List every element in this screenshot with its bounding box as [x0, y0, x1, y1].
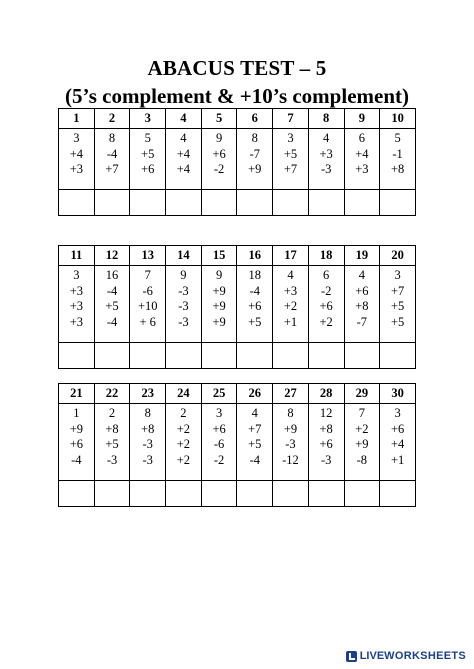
- problem-numbers-cell: [201, 129, 237, 190]
- answer-box[interactable]: [201, 481, 237, 507]
- liveworksheets-footer: [346, 650, 466, 662]
- problem-value: -12: [282, 452, 299, 467]
- problem-value: +3: [319, 146, 333, 161]
- problem-value: -3: [285, 437, 296, 451]
- problem-numbers-cell: [94, 404, 130, 481]
- problem-value: -3: [178, 283, 189, 298]
- page-subtitle: (5’s complement & +10’s complement): [65, 84, 409, 108]
- problem-numbers-cell: [166, 129, 202, 190]
- answer-box[interactable]: [166, 481, 202, 507]
- footer-brand-worksheets: WORKSHEETS: [384, 650, 466, 662]
- problem-value: 2: [108, 406, 116, 420]
- problem-value: -4: [249, 452, 260, 467]
- problem-value: +3: [69, 314, 83, 329]
- problem-number: 15: [201, 246, 237, 266]
- problem-numbers-cell: [237, 266, 273, 343]
- problem-number: 2: [94, 109, 130, 129]
- problem-number: 27: [273, 384, 309, 404]
- problem-value: 4: [287, 268, 294, 282]
- problem-number: 12: [94, 246, 130, 266]
- problem-value: +6: [69, 437, 83, 451]
- answer-box[interactable]: [273, 343, 309, 369]
- problem-value: +2: [319, 314, 333, 329]
- problem-value: 4: [251, 406, 258, 420]
- problem-value: +9: [283, 421, 298, 436]
- problem-numbers-cell: [94, 129, 130, 190]
- problem-number: 8: [308, 109, 344, 129]
- answer-box[interactable]: [166, 190, 202, 216]
- problem-value: +6: [248, 299, 262, 313]
- problem-value: 3: [215, 406, 223, 420]
- problem-numbers-cell: [273, 404, 309, 481]
- problem-value: -8: [356, 452, 368, 467]
- problem-value: +4: [355, 146, 369, 161]
- answer-box[interactable]: [201, 343, 237, 369]
- answer-box[interactable]: [308, 481, 344, 507]
- problem-number: 16: [237, 246, 273, 266]
- problem-number: 3: [130, 109, 166, 129]
- answer-box[interactable]: [130, 343, 166, 369]
- problem-value: -3: [320, 162, 332, 176]
- problem-numbers-cell: [344, 404, 380, 481]
- problem-value: 4: [180, 131, 187, 145]
- answer-box[interactable]: [344, 481, 380, 507]
- problem-value: 6: [358, 131, 365, 145]
- problem-value: 16: [105, 268, 119, 282]
- problem-value: +7: [283, 162, 298, 176]
- problem-numbers-cell: [166, 404, 202, 481]
- problem-value: 6: [323, 268, 330, 282]
- problem-value: +4: [176, 162, 191, 176]
- problem-value: -2: [213, 452, 225, 467]
- problem-value: +7: [248, 421, 262, 436]
- problem-value: + 6: [139, 314, 156, 329]
- problem-numbers-cell: [344, 266, 380, 343]
- problem-numbers-cell: [380, 129, 416, 190]
- problem-table-2: [58, 245, 416, 369]
- problem-numbers-cell: [308, 404, 344, 481]
- answer-box[interactable]: [308, 190, 344, 216]
- problem-table-3: [58, 383, 416, 507]
- problem-value: +9: [69, 421, 83, 436]
- problem-value: -4: [106, 283, 118, 298]
- problem-value: -2: [213, 162, 225, 176]
- problem-numbers-cell: [237, 129, 273, 190]
- problem-value: +5: [248, 437, 262, 451]
- problem-numbers-cell: [380, 404, 416, 481]
- answer-box[interactable]: [308, 343, 344, 369]
- problem-number: 6: [237, 109, 273, 129]
- answer-box[interactable]: [166, 343, 202, 369]
- problem-numbers-cell: [59, 266, 95, 343]
- problem-value: +9: [212, 314, 226, 329]
- problem-value: +9: [248, 162, 262, 176]
- problem-numbers-cell: [344, 129, 380, 190]
- problem-numbers-cell: [273, 129, 309, 190]
- problem-numbers-cell: [308, 266, 344, 343]
- problem-numbers-cell: [201, 266, 237, 343]
- problem-value: -7: [249, 146, 260, 161]
- answer-box[interactable]: [94, 190, 130, 216]
- problem-value: 5: [394, 131, 401, 145]
- problem-value: -3: [142, 437, 153, 451]
- problem-numbers-cell: [130, 129, 166, 190]
- answer-box[interactable]: [201, 190, 237, 216]
- problem-value: +5: [105, 437, 119, 451]
- problem-value: +5: [105, 299, 119, 313]
- answer-box[interactable]: [59, 343, 95, 369]
- problem-value: +8: [390, 162, 405, 176]
- answer-box[interactable]: [59, 481, 95, 507]
- answer-box[interactable]: [237, 343, 273, 369]
- problem-value: -3: [320, 452, 332, 467]
- problem-numbers-cell: [59, 129, 95, 190]
- problem-number: 11: [59, 246, 95, 266]
- problem-value: -4: [106, 314, 118, 329]
- problem-number: 26: [237, 384, 273, 404]
- problem-numbers-cell: [308, 129, 344, 190]
- problem-value: +6: [355, 283, 369, 298]
- problem-value: 9: [215, 131, 223, 145]
- problem-number: 30: [380, 384, 416, 404]
- problem-value: 3: [73, 268, 80, 282]
- answer-box[interactable]: [94, 343, 130, 369]
- problem-value: +8: [105, 421, 119, 436]
- problem-value: +5: [141, 146, 155, 161]
- problem-numbers-cell: [273, 266, 309, 343]
- problem-value: +8: [319, 421, 333, 436]
- problem-value: 8: [251, 131, 258, 145]
- problem-value: -4: [106, 146, 118, 161]
- answer-box[interactable]: [94, 481, 130, 507]
- problem-value: +6: [319, 299, 333, 313]
- problem-value: 9: [180, 268, 187, 282]
- problem-value: 8: [144, 406, 151, 420]
- problem-value: +2: [355, 421, 369, 436]
- problem-table-1: [58, 108, 416, 216]
- problem-number: 23: [130, 384, 166, 404]
- problem-number: 4: [166, 109, 202, 129]
- problem-numbers-cell: [237, 404, 273, 481]
- answer-box[interactable]: [130, 190, 166, 216]
- problem-value: +2: [176, 421, 191, 436]
- problem-value: 8: [287, 406, 294, 420]
- problem-value: +6: [212, 421, 226, 436]
- problem-value: 1: [73, 406, 80, 420]
- problem-value: +5: [390, 299, 405, 313]
- problem-number: 24: [166, 384, 202, 404]
- problem-value: -4: [249, 283, 260, 298]
- problem-value: -6: [142, 283, 153, 298]
- problem-numbers-cell: [380, 266, 416, 343]
- problem-number: 17: [273, 246, 309, 266]
- problem-value: 7: [144, 268, 151, 282]
- problem-number: 1: [59, 109, 95, 129]
- problem-number: 28: [308, 384, 344, 404]
- problem-value: 3: [394, 268, 401, 282]
- problem-value: +1: [390, 452, 405, 467]
- problem-value: -7: [356, 314, 368, 329]
- problem-numbers-cell: [130, 404, 166, 481]
- problem-value: 3: [73, 131, 80, 145]
- problem-value: 18: [248, 268, 262, 282]
- answer-box[interactable]: [237, 481, 273, 507]
- problem-numbers-cell: [201, 404, 237, 481]
- problem-value: 4: [323, 131, 330, 145]
- problem-value: +3: [69, 283, 83, 298]
- problem-value: +8: [141, 421, 155, 436]
- problem-value: +2: [283, 299, 298, 313]
- problem-value: -6: [213, 437, 225, 451]
- problem-value: +6: [141, 162, 155, 176]
- problem-value: +3: [283, 283, 298, 298]
- problem-value: 7: [358, 406, 365, 420]
- problem-value: +9: [212, 299, 226, 313]
- answer-box[interactable]: [130, 481, 166, 507]
- problem-value: +5: [390, 314, 405, 329]
- problem-number: 21: [59, 384, 95, 404]
- problem-value: -1: [392, 146, 403, 161]
- problem-value: 4: [358, 268, 365, 282]
- problem-number: 13: [130, 246, 166, 266]
- problem-value: +8: [355, 299, 369, 313]
- problem-number: 20: [380, 246, 416, 266]
- problem-value: +6: [212, 146, 226, 161]
- problem-number: 9: [344, 109, 380, 129]
- problem-value: +6: [319, 437, 333, 451]
- problem-number: 14: [166, 246, 202, 266]
- problem-value: 3: [287, 131, 294, 145]
- problem-value: +5: [248, 314, 262, 329]
- problem-value: +5: [283, 146, 298, 161]
- problem-value: -3: [178, 299, 189, 313]
- answer-box[interactable]: [273, 481, 309, 507]
- problem-number: 10: [380, 109, 416, 129]
- problem-value: +9: [212, 283, 226, 298]
- problem-value: -4: [71, 452, 82, 467]
- problem-value: -3: [178, 314, 189, 329]
- problem-value: +3: [69, 299, 83, 313]
- problem-number: 25: [201, 384, 237, 404]
- problem-value: +10: [137, 299, 158, 313]
- problem-value: 8: [108, 131, 116, 145]
- problem-value: +3: [355, 162, 369, 176]
- problem-value: -3: [106, 452, 118, 467]
- problem-numbers-cell: [130, 266, 166, 343]
- problem-value: +4: [176, 146, 191, 161]
- problem-value: 5: [144, 131, 151, 145]
- answer-box[interactable]: [344, 190, 380, 216]
- problem-numbers-cell: [94, 266, 130, 343]
- problem-value: -3: [142, 452, 153, 467]
- problem-value: +9: [355, 437, 369, 451]
- problem-value: -2: [320, 283, 332, 298]
- problem-value: 9: [215, 268, 223, 282]
- problem-number: 19: [344, 246, 380, 266]
- answer-box[interactable]: [59, 190, 95, 216]
- problem-value: +4: [390, 437, 405, 451]
- problem-value: +3: [69, 162, 83, 176]
- problem-numbers-cell: [166, 266, 202, 343]
- problem-value: +7: [105, 162, 119, 176]
- answer-box[interactable]: [273, 190, 309, 216]
- problem-value: +7: [390, 283, 405, 298]
- problem-number: 5: [201, 109, 237, 129]
- problem-number: 22: [94, 384, 130, 404]
- problem-numbers-cell: [59, 404, 95, 481]
- problem-value: +2: [176, 437, 191, 451]
- problem-number: 29: [344, 384, 380, 404]
- problem-value: +2: [176, 452, 191, 467]
- problem-number: 7: [273, 109, 309, 129]
- answer-box[interactable]: [237, 190, 273, 216]
- answer-box[interactable]: [380, 343, 416, 369]
- problem-number: 18: [308, 246, 344, 266]
- problem-value: 12: [319, 406, 333, 420]
- answer-box[interactable]: [344, 343, 380, 369]
- problem-value: +1: [283, 314, 298, 329]
- liveworksheets-logo-icon: [346, 651, 357, 662]
- problem-value: 2: [180, 406, 187, 420]
- answer-box[interactable]: [380, 481, 416, 507]
- answer-box[interactable]: [380, 190, 416, 216]
- problem-value: +4: [69, 146, 83, 161]
- problem-value: 3: [394, 406, 401, 420]
- page-title: ABACUS TEST – 5: [147, 56, 327, 80]
- problem-value: +6: [390, 421, 405, 436]
- footer-brand-live: LIVE: [359, 650, 385, 662]
